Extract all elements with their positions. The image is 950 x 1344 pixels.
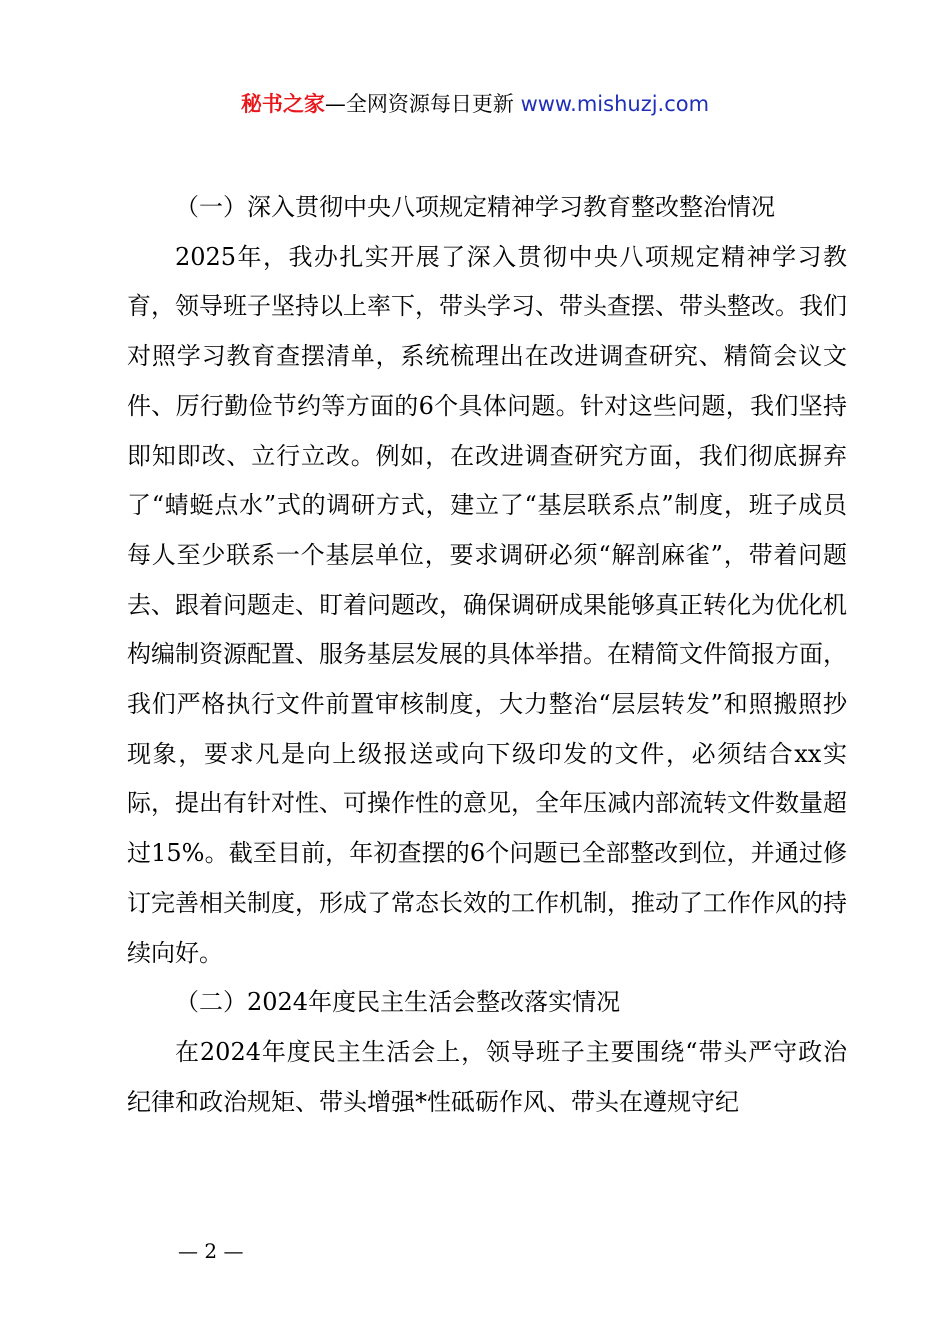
document-body (127, 183, 847, 1127)
body-paragraph-2: 在2024年度民主生活会上，领导班子主要围绕“带头严守政治纪律和政治规矩、带头增强*性砥砺作风、带头在遵规守纪 (127, 1037, 847, 1116)
section-heading-1: （一）深入贯彻中央八项规定精神学习教育整改整治情况 (175, 193, 775, 221)
section-heading-2: （二）2024年度民主生活会整改落实情况 (175, 988, 621, 1017)
header-url-link[interactable]: www.mishuzj.com (520, 92, 710, 116)
page-number: — 2 — (178, 1239, 244, 1263)
header-brand: 秘书之家 (240, 92, 325, 116)
header-slogan: —全网资源每日更新 (324, 92, 521, 116)
body-paragraph-1: 2025年，我办扎实开展了深入贯彻中央八项规定精神学习教育，领导班子坚持以上率下，带头学习、带头查摆、带头整改。我们对照学习教育查摆清单，系统梳理出在改进调查研究、精简会议文件、厉行勤俭节约等方面的6个具体问题。针对这些问题，我们坚持即知即改、立行立改。例如，在改进调查研究方面，我们彻底摒弃了“蜻蜓点水”式的调研方式，建立了“基层联系点”制度，班子成员每人至少联系一个基层单位，要求调研必须“解剖麻雀”，带着问题去、跟着问题走、盯着问题改，确保调研成果能够真正转化为优化机构编制资源配置、服务基层发展的具体举措。在精简文件简报方面，我们严格执行文件前置审核制度，大力整治“层层转发”和照搬照抄现象，要求凡是向上级报送或向下级印发的文件，必须结合xx实际，提出有针对性、可操作性的意见，全年压减内部流转文件数量超过15%。截至目前，年初查摆的6个问题已全部整改到位，并通过修订完善相关制度，形成了常态长效的工作机制，推动了工作作风的持续向好。 (127, 242, 847, 967)
site-header (0, 88, 950, 120)
